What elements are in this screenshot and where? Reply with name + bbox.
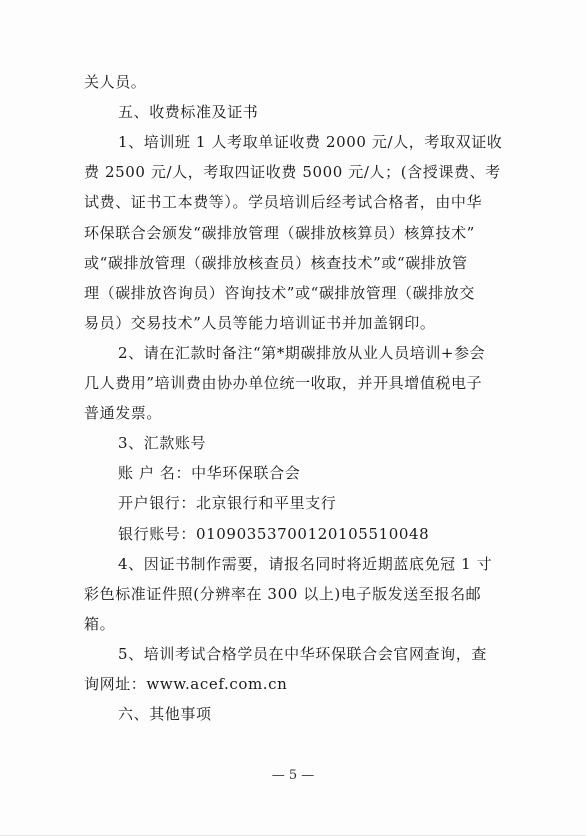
bank-name: 开户银行：北京银行和平里支行	[118, 494, 337, 512]
text-line: 环保联合会颁发“碳排放管理（碳排放核算员）核算技术”	[84, 224, 475, 242]
text-line: 普通发票。	[84, 404, 163, 422]
text-line: 箱。	[84, 615, 116, 633]
text-line: 理（碳排放咨询员）咨询技术”或“碳排放管理（碳排放交	[84, 284, 475, 302]
text-line: 2、请在汇款时备注“第*期碳排放从业人员培训+参会	[118, 344, 486, 362]
text-line: 1、培训班 1 人考取单证收费 2000 元/人，考取双证收	[118, 133, 503, 151]
text-line: 关人员。	[84, 73, 147, 91]
page-number: — 5 —	[271, 768, 315, 783]
section-heading-other: 六、其他事项	[118, 705, 212, 723]
bank-account-number: 银行账号：01090353700120105510048	[118, 525, 430, 543]
text-line: 几人费用”培训费由协办单位统一收取，并开具增值税电子	[84, 374, 483, 392]
text-line: 4、因证书制作需要，请报名同时将近期蓝底免冠 1 寸	[118, 555, 493, 573]
website-line: 询网址：www.acef.com.cn	[84, 675, 288, 693]
text-line: 或“碳排放管理（碳排放核查员）核查技术”或“碳排放管	[84, 254, 468, 272]
text-line: 彩色标准证件照(分辨率在 300 以上)电子版发送至报名邮	[84, 585, 482, 603]
account-name: 账 户 名：中华环保联合会	[118, 464, 301, 482]
text-line: 费 2500 元/人，考取四证收费 5000 元/人；(含授课费、考	[84, 163, 501, 181]
text-line: 5、培训考试合格学员在中华环保联合会官网查询，查	[118, 645, 487, 663]
section-heading-account: 3、汇款账号	[118, 434, 207, 452]
text-line: 易员）交易技术”人员等能力培训证书并加盖钢印。	[84, 314, 436, 332]
text-line: 试费、证书工本费等）。学员培训后经考试合格者，由中华	[84, 193, 483, 211]
section-heading-fees: 五、收费标准及证书	[118, 103, 259, 121]
